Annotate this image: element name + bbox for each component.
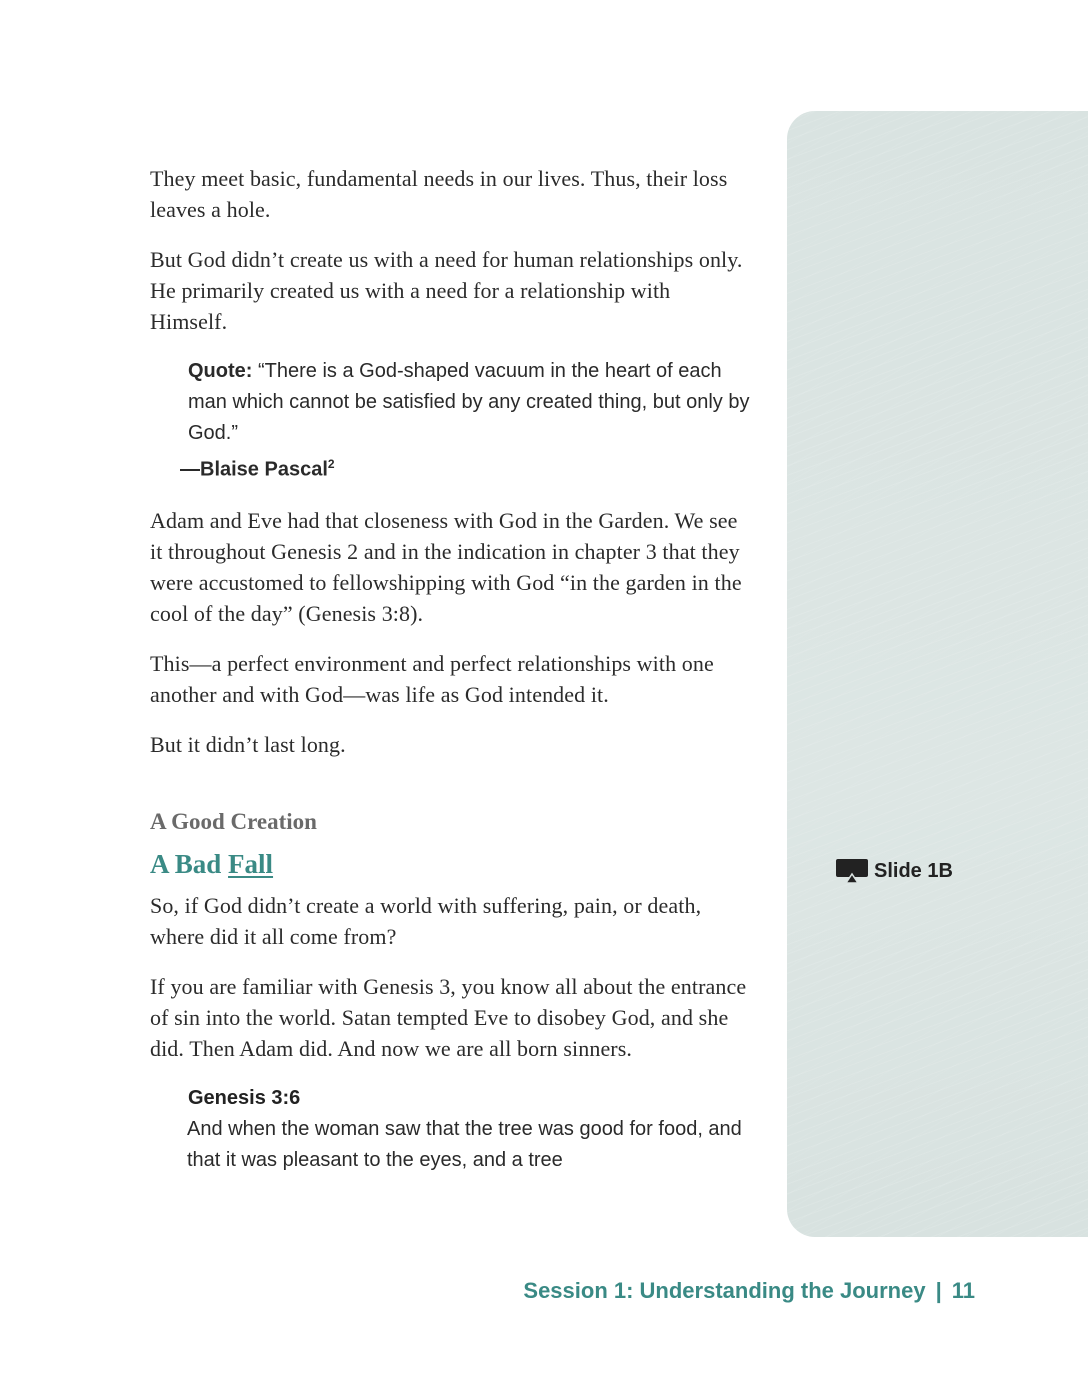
session-title: Session 1: Understanding the Journey (523, 1278, 926, 1303)
quote-label: Quote: (188, 360, 253, 382)
slide-reference (836, 858, 953, 884)
scripture-text: And when the woman saw that the tree was good for food, and that it was pleasant to the eyes, and a tree (187, 1117, 742, 1171)
slide-label: Slide 1B (874, 859, 953, 882)
main-content (150, 163, 750, 1176)
footnote-marker: 2 (327, 457, 335, 471)
paragraph: If you are familiar with Genesis 3, you know all about the entrance of sin into the world. Satan tempted Eve to disobey God, and she did. Then Adam did. And now we are all born sinners. (150, 973, 747, 1061)
quote-attribution: —Blaise Pascal$^2$ (180, 457, 335, 481)
footer-separator: | (935, 1278, 942, 1303)
scripture-reference: Genesis 3:6 (188, 1086, 301, 1109)
quote-text: “There is a God-shaped vacuum in the heart of each man which cannot be satisfied by any created thing, but only by God.” (188, 360, 750, 444)
paragraph: So, if God didn’t create a world with suffering, pain, or death, where did it all come from? (150, 892, 702, 949)
page-footer (523, 1278, 975, 1304)
paragraph: They meet basic, fundamental needs in our lives. Thus, their loss leaves a hole. (150, 166, 728, 222)
section-heading: A Bad Fall (150, 848, 274, 879)
paragraph: This—a perfect environment and perfect relationships with one another and with God—was life as God intended it. (150, 650, 714, 707)
quote-callout (180, 356, 750, 486)
section-subheading: A Good Creation (150, 808, 317, 834)
sidebar-panel (787, 111, 1088, 1237)
paragraph: But God didn’t create us with a need for human relationships only. He primarily created us with a need for a relationship with Himself. (150, 247, 743, 334)
paragraph: Adam and Eve had that closeness with God in the Garden. We see it throughout Genesis 2 and in the indication in chapter 3 that they were accustomed to fellowshipping with God “in the garden in the cool of the day” (Genesis 3:8). (150, 507, 742, 626)
paragraph: But it didn’t last long. (150, 731, 346, 757)
heading-underlined-word: Fall (228, 848, 274, 879)
presentation-screen-icon (836, 859, 868, 883)
page-number: 11 (951, 1278, 975, 1303)
